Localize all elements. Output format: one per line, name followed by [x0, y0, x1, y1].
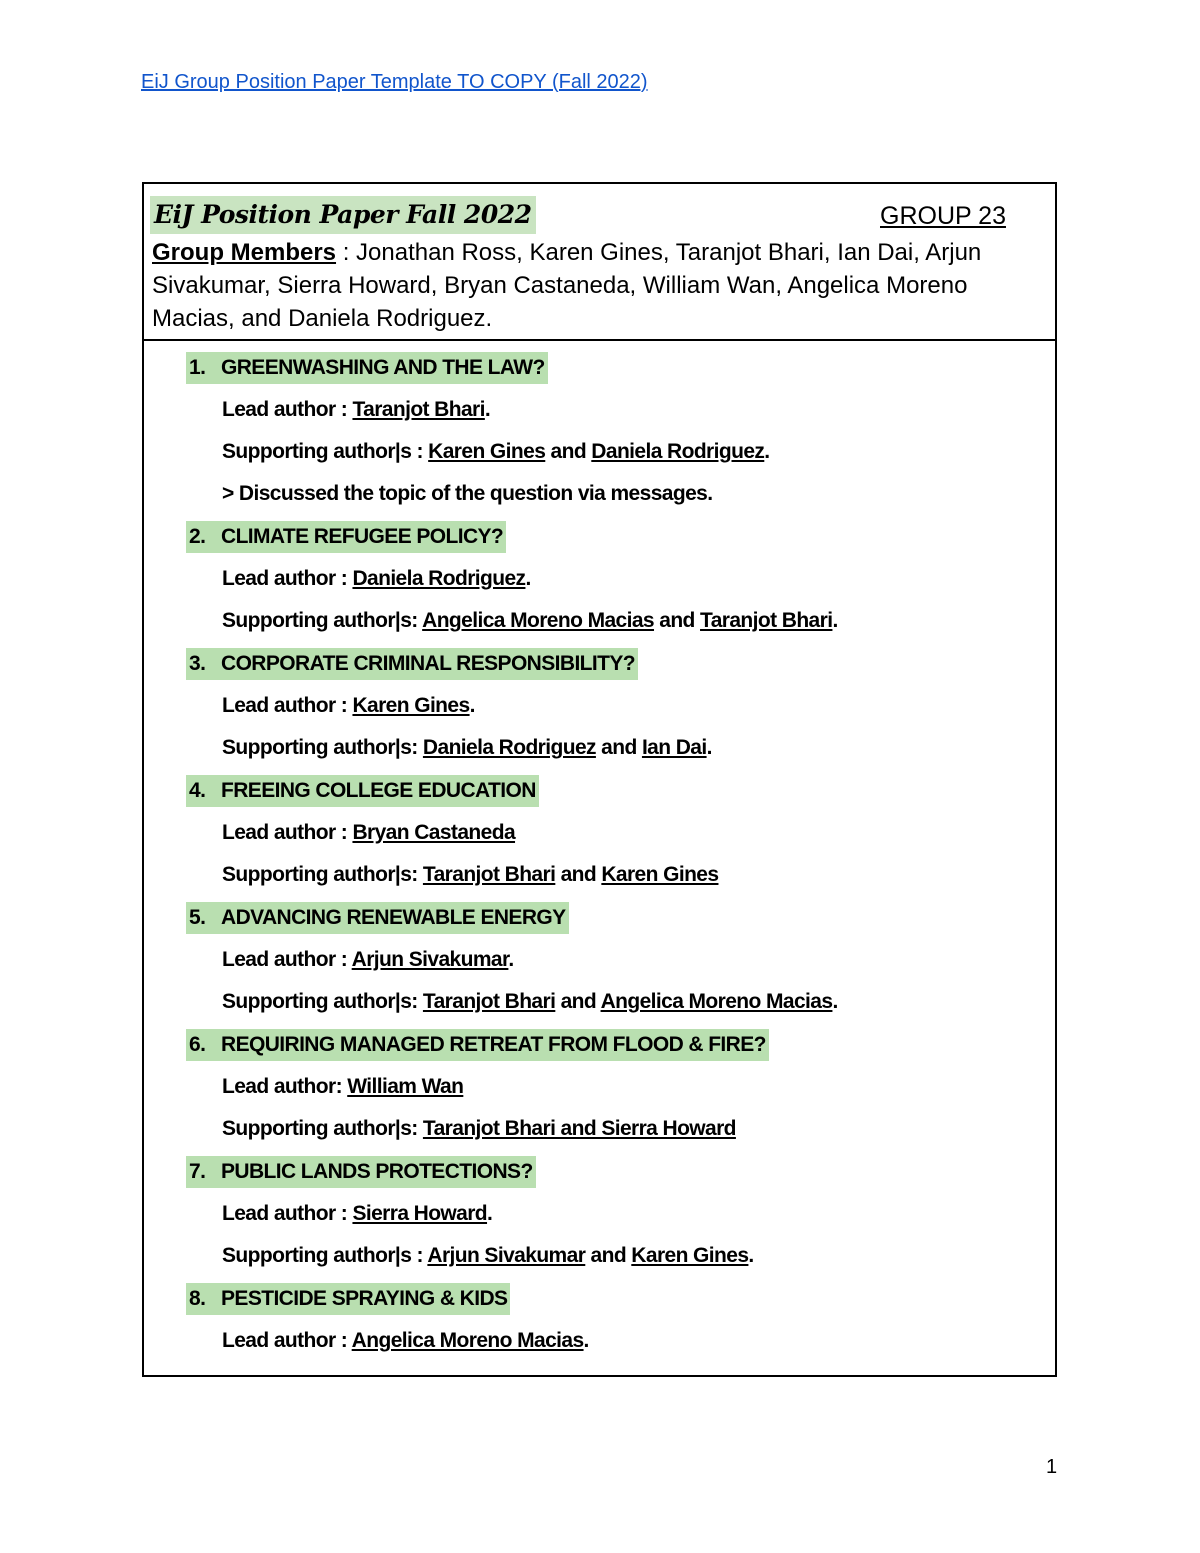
- group-members-list: : Jonathan Ross, Karen Gines, Taranjot Bhari, Ian Dai, Arjun Sivakumar, Sierra Howard, Bryan Castaneda, William Wan, Angelica Moreno Macias, and Daniela Rodriguez.: [152, 239, 982, 332]
- supporting-author-name: Angelica Moreno Macias: [600, 990, 833, 1013]
- lead-author-label: Lead author :: [222, 567, 353, 590]
- paper-title: EiJ Position Paper Fall 2022: [150, 196, 536, 234]
- conjunction: and: [555, 990, 601, 1013]
- lead-author-line: [222, 1071, 463, 1103]
- lead-author-line: [222, 1198, 492, 1230]
- lead-author-line: [222, 690, 475, 722]
- topic-title: CORPORATE CRIMINAL RESPONSIBILITY?: [221, 652, 636, 675]
- topic-number: 8.: [189, 1287, 206, 1310]
- supporting-author-name: Taranjot Bhari: [422, 863, 556, 886]
- topic-number: 5.: [189, 906, 206, 929]
- punctuation: .: [484, 398, 491, 421]
- punctuation: .: [583, 1329, 589, 1352]
- supporting-authors-label: Supporting author|s:: [222, 863, 423, 886]
- header-cell: [144, 184, 1055, 341]
- topic-title: CLIMATE REFUGEE POLICY?: [221, 525, 504, 548]
- topic-number: 2.: [189, 525, 206, 548]
- conjunction: and: [595, 736, 642, 759]
- topic-heading: [186, 521, 506, 553]
- topic-heading: [186, 648, 638, 680]
- supporting-authors-label: Supporting author|s :: [222, 1244, 428, 1267]
- lead-author-name: Bryan Castaneda: [352, 821, 516, 844]
- supporting-author-name: Daniela Rodriguez: [591, 440, 765, 463]
- topic-number: 6.: [189, 1033, 206, 1056]
- lead-author-name: Angelica Moreno Macias: [351, 1329, 584, 1352]
- supporting-author-name: Taranjot Bhari and Sierra Howard: [422, 1117, 736, 1140]
- punctuation: .: [508, 948, 514, 971]
- topic-heading: [186, 902, 569, 934]
- position-paper-table: [142, 182, 1057, 1377]
- lead-author-label: Lead author :: [222, 821, 353, 844]
- topic-number: 4.: [189, 779, 206, 802]
- topic-title: GREENWASHING AND THE LAW?: [221, 356, 545, 379]
- lead-author-label: Lead author :: [222, 398, 353, 421]
- conjunction: and: [585, 1244, 632, 1267]
- topic-heading: [186, 1029, 769, 1061]
- topic-heading: [186, 1283, 510, 1315]
- lead-author-label: Lead author :: [222, 694, 353, 717]
- supporting-author-name: Karen Gines: [631, 1244, 749, 1267]
- lead-author-name: William Wan: [347, 1075, 464, 1098]
- supporting-authors-line: [222, 1240, 754, 1272]
- topic-number: 3.: [189, 652, 206, 675]
- conjunction: and: [545, 440, 592, 463]
- group-members: [152, 236, 1047, 335]
- supporting-authors-label: Supporting author|s:: [222, 736, 423, 759]
- supporting-authors-label: Supporting author|s :: [222, 440, 429, 463]
- topic-title: PUBLIC LANDS PROTECTIONS?: [221, 1160, 533, 1183]
- topic-title: FREEING COLLEGE EDUCATION: [221, 779, 536, 802]
- supporting-authors-label: Supporting author|s:: [222, 990, 423, 1013]
- punctuation: .: [525, 567, 531, 590]
- conjunction: and: [654, 609, 701, 632]
- lead-author-line: [222, 563, 531, 595]
- topic-number: 7.: [189, 1160, 206, 1183]
- supporting-author-name: Daniela Rodriguez: [422, 736, 596, 759]
- supporting-author-name: Taranjot Bhari: [700, 609, 833, 632]
- supporting-author-name: Karen Gines: [601, 863, 719, 886]
- lead-author-name: Karen Gines: [352, 694, 470, 717]
- lead-author-label: Lead author :: [222, 1202, 353, 1225]
- topic-heading: [186, 1156, 536, 1188]
- lead-author-line: [222, 817, 515, 849]
- supporting-author-name: Arjun Sivakumar: [427, 1244, 586, 1267]
- punctuation: .: [748, 1244, 754, 1267]
- supporting-authors-line: [222, 986, 838, 1018]
- lead-author-name: Sierra Howard: [352, 1202, 488, 1225]
- lead-author-name: Arjun Sivakumar: [351, 948, 509, 971]
- punctuation: .: [764, 440, 770, 463]
- supporting-authors-line: [222, 859, 718, 891]
- punctuation: .: [706, 736, 712, 759]
- lead-author-label: Lead author :: [222, 948, 352, 971]
- lead-author-label: Lead author :: [222, 1329, 352, 1352]
- lead-author-line: [222, 1325, 589, 1357]
- supporting-authors-line: [222, 605, 838, 637]
- supporting-author-name: Angelica Moreno Macias: [422, 609, 655, 632]
- supporting-authors-label: Supporting author|s:: [222, 1117, 423, 1140]
- punctuation: .: [832, 609, 838, 632]
- lead-author-name: Taranjot Bhari: [352, 398, 485, 421]
- lead-author-line: [222, 944, 514, 976]
- supporting-authors-line: [222, 732, 712, 764]
- lead-author-name: Daniela Rodriguez: [352, 567, 526, 590]
- punctuation: .: [469, 694, 475, 717]
- supporting-author-name: Ian Dai: [641, 736, 707, 759]
- topic-title: PESTICIDE SPRAYING & KIDS: [221, 1287, 508, 1310]
- page-number: 1: [1046, 1456, 1058, 1478]
- topic-note: > Discussed the topic of the question via messages.: [222, 482, 713, 505]
- lead-author-line: [222, 394, 490, 426]
- punctuation: .: [832, 990, 838, 1013]
- supporting-authors-line: [222, 1113, 736, 1145]
- group-members-label: Group Members: [152, 239, 337, 266]
- conjunction: and: [555, 863, 602, 886]
- supporting-authors-line: [222, 436, 770, 468]
- lead-author-label: Lead author:: [222, 1075, 348, 1098]
- supporting-author-name: Taranjot Bhari: [422, 990, 556, 1013]
- topic-heading: [186, 775, 539, 807]
- topic-number: 1.: [189, 356, 206, 379]
- supporting-authors-label: Supporting author|s:: [222, 609, 423, 632]
- topic-title: ADVANCING RENEWABLE ENERGY: [221, 906, 566, 929]
- group-number: GROUP 23: [880, 202, 1006, 230]
- topic-title: REQUIRING MANAGED RETREAT FROM FLOOD & FIRE?: [221, 1033, 766, 1056]
- document-link[interactable]: EiJ Group Position Paper Template TO COPY (Fall 2022): [141, 71, 648, 93]
- punctuation: .: [487, 1202, 493, 1225]
- supporting-author-name: Karen Gines: [428, 440, 546, 463]
- topic-heading: [186, 352, 548, 384]
